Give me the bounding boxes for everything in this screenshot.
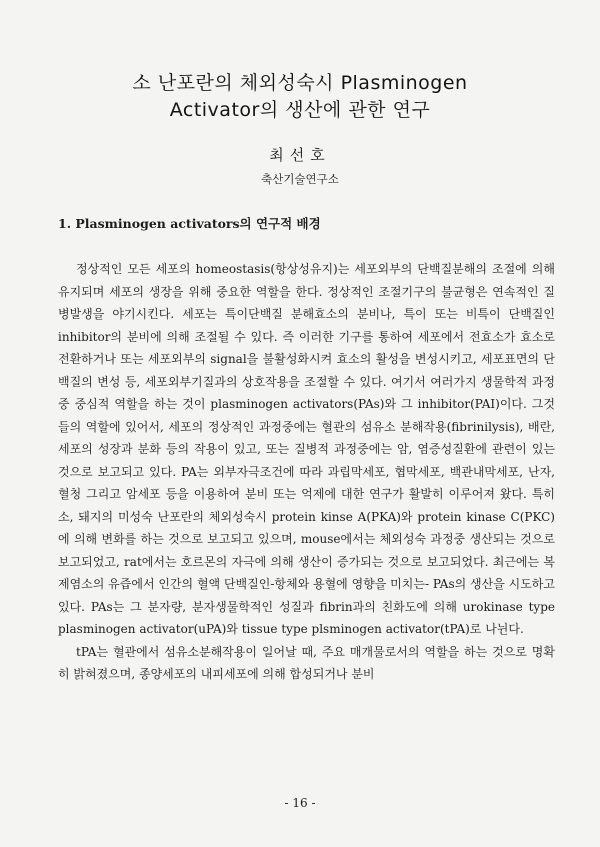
paragraph-1: 정상적인 모든 세포의 homeostasis(항상성유지)는 세포외부의 단백질분해의 조절에 의해 유지되며 세포의 생장을 위해 중요한 역할을 한다. 정상적인 조절기구의 불균형은 연속적인 질병발생을 야기시킨다. 세포는 특이단백질 분해효소의 분비나, 특이 또는 비특이 단백질인 inhibitor의 분비에 의해 조절될 수 있다. 즉 이러한 기구를 통하여 세포에서 전효소가 효소로 전환하거나 또는 세포외부의 signal을 불활성화시켜 효소의 활성을 변성시키고, 세포표면의 단백질의 변성 등, 세포외부기질과의 상호작용을 조절할 수 있다. 여기서 여러가지 생물학적 과정중 중심적 역할을 하는 것이 plasminogen activators(PAs)와 그 inhibitor(PAI)이다. 그것들의 역할에 있어서, 세포의 정상적인 과정중에는 혈관의 섬유소 분해작용(fibrinilysis), 배란, 세포의 성장과 분화 등의 작용이 있고, 또는 질병적 과정중에는 암, 염증성질환에 관련이 있는 것으로 보고되고 있다. PA는 외부자극조건에 따라 과립막세포, 협막세포, 백관내막세포, 난자, 혈청 그리고 암세포 등을 이용하여 분비 또는 억제에 대한 연구가 활발히 이루어져 왔다. 특히 소, 돼지의 미성숙 난포란의 체외성숙시 protein kinse A(PKA)와 protein kinase C(PKC)에 의해 변화를 하는 것으로 보고되고 있으며, mouse에서는 체외성숙 과정중 생산되는 것으로 보고되었고, rat에서는 호르몬의 자극에 의해 생산이 증가되는 것으로 보고되었다. 최근에는 복제염소의 유즙에서 인간의 혈액 단백질인-항체와 용혈에 영향을 미치는- PAs의 생산을 시도하고 있다. PAs는 그 분자량, 분자생물학적인 성질과 fibrin과의 친화도에 의해 urokinase type plasminogen activator(uPA)와 tissue type plsminogen activator(tPA)로 나뉜다.: [58, 262, 555, 636]
title-line-2: Activator의 생산에 관한 연구: [169, 99, 431, 121]
author-affiliation: 축산기술연구소: [261, 172, 339, 186]
page-number: - 16 -: [284, 796, 316, 810]
paragraph-2: tPA는 혈관에서 섬유소분해작용이 일어날 때, 주요 매개물로서의 역할을 하는 것으로 명확히 밝혀졌으며, 종양세포의 내피세포에 의해 합성되거나 분비: [58, 644, 555, 681]
body-text: [58, 258, 555, 686]
author-name: 최선호: [269, 146, 331, 164]
section-heading: 1. Plasminogen activators의 연구적 배경: [58, 216, 321, 231]
title-line-1: 소 난포란의 체외성숙시 Plasminogen: [132, 72, 468, 94]
document-title: [0, 70, 600, 124]
